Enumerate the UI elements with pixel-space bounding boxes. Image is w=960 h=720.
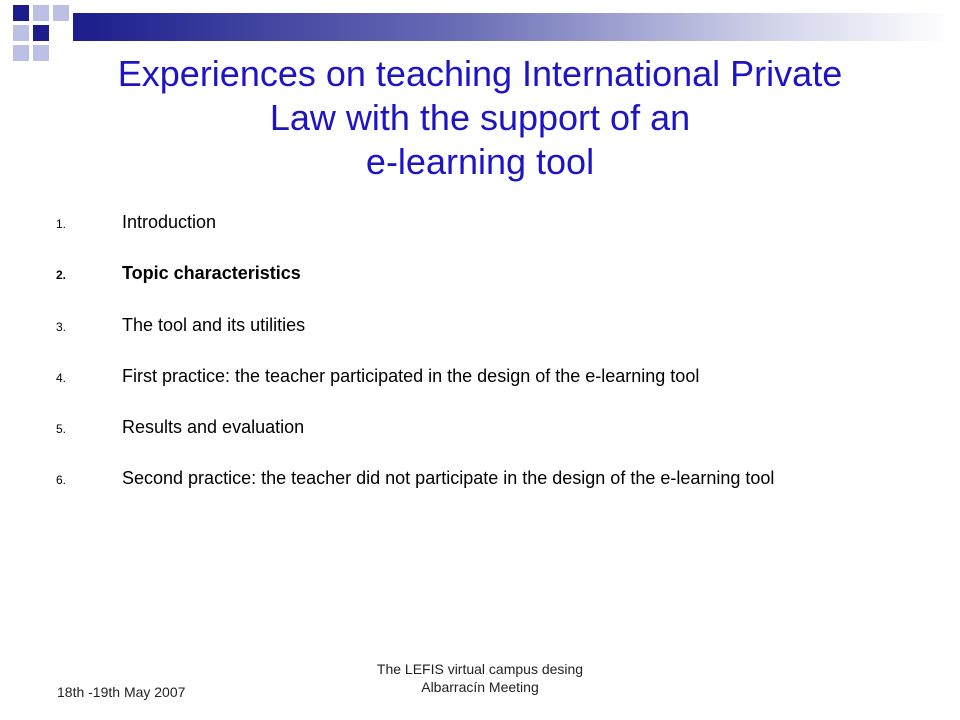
header-gradient-bar <box>73 13 950 41</box>
decor-square <box>13 25 29 41</box>
title-line: Experiences on teaching International Private <box>117 53 843 94</box>
footer-line: The LEFIS virtual campus desing <box>376 661 584 677</box>
agenda-text: Topic characteristics <box>122 263 301 284</box>
agenda-number: 2. <box>56 268 67 283</box>
agenda-item <box>56 311 936 362</box>
footer-center <box>330 660 630 696</box>
decor-square <box>13 5 29 21</box>
footer-line: Albarracín Meeting <box>421 679 539 695</box>
agenda-item <box>56 362 936 413</box>
agenda-number: 4. <box>56 370 67 385</box>
agenda-item-active <box>56 259 936 310</box>
agenda-text: Results and evaluation <box>122 417 305 438</box>
decor-square <box>13 45 29 61</box>
decor-square <box>53 5 69 21</box>
agenda-number: 5. <box>56 422 67 437</box>
title-line: Law with the support of an <box>269 97 691 138</box>
agenda-number: 3. <box>56 319 67 334</box>
agenda-text: Second practice: the teacher did not participate in the design of the e-learning tool <box>122 468 775 489</box>
agenda-text: Introduction <box>122 212 217 232</box>
agenda-number: 6. <box>56 473 67 488</box>
agenda-item <box>56 208 936 259</box>
decor-square <box>33 5 49 21</box>
title-line: e-learning tool <box>365 141 595 182</box>
footer-date: 18th -19th May 2007 <box>57 684 186 700</box>
decor-square <box>33 25 49 41</box>
agenda-item <box>56 464 936 515</box>
agenda-list <box>56 208 936 516</box>
agenda-item <box>56 413 936 464</box>
agenda-number: 1. <box>56 217 67 231</box>
agenda-text: First practice: the teacher participated in the design of the e-learning tool <box>122 365 700 386</box>
agenda-text: The tool and its utilities <box>122 314 306 335</box>
slide-title <box>40 52 920 184</box>
